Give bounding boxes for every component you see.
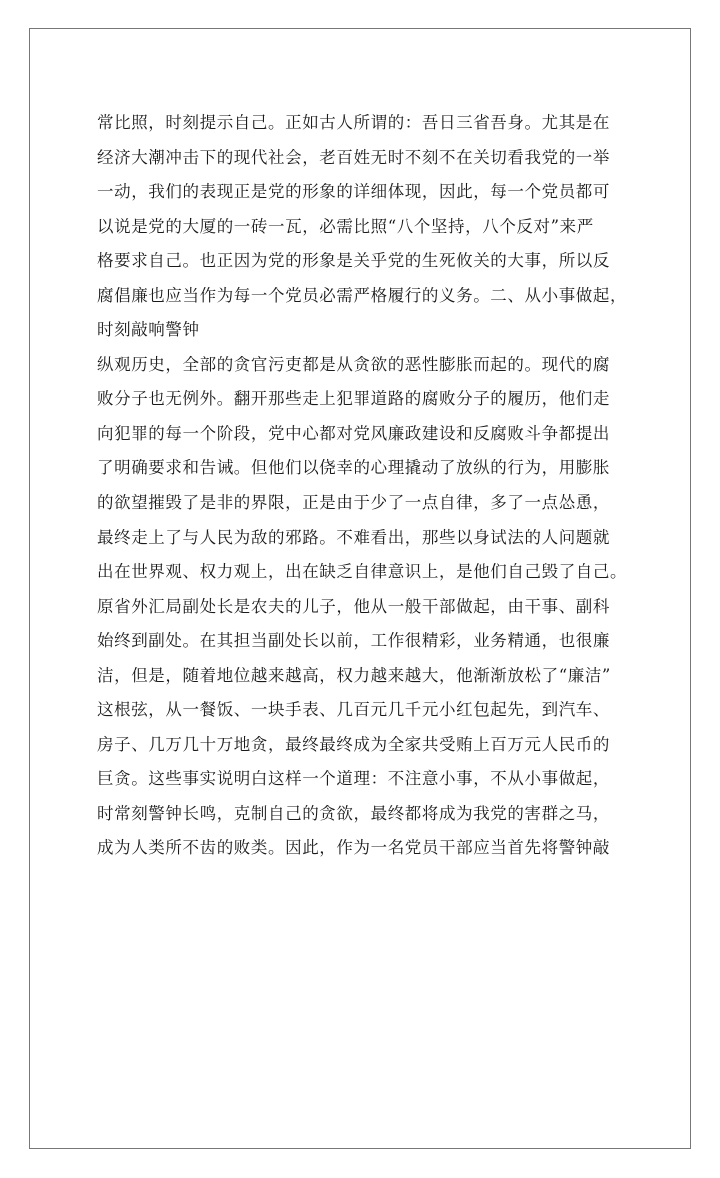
text-line: 一动，我们的表现正是党的形象的详细体现，因此，每一个党员都可 [97, 182, 610, 202]
text-line: 了明确要求和告诫。但他们以侥幸的心理撬动了放纵的行为，用膨胀 [97, 458, 610, 478]
body-text [97, 106, 637, 866]
text-line: 腐倡廉也应当作为每一个党员必需严格履行的义务。二、从小事做起， [97, 285, 628, 305]
text-line: 巨贪。这些事实说明白这样一个道理：不注意小事，不从小事做起， [97, 769, 610, 789]
text-line: 纵观历史，全部的贪官污吏都是从贪欲的恶性膨胀而起的。现代的腐 [97, 354, 610, 374]
text-line: 常比照，时刻提示自己。正如古人所谓的：吾日三省吾身。尤其是在 [97, 113, 610, 132]
text-line: 败分子也无例外。翻开那些走上犯罪道路的腐败分子的履历，他们走 [97, 389, 610, 409]
section-heading: 时刻敲响警钟 [97, 320, 200, 340]
text-line: 时常刻警钟长鸣，克制自己的贪欲，最终都将成为我党的害群之马， [97, 803, 610, 823]
text-line: 房子、几万几十万地贪，最终最终成为全家共受贿上百万元人民币的 [97, 734, 610, 754]
text-line: 这根弦，从一餐饭、一块手表、几百元几千元小红包起先，到汽车、 [97, 700, 610, 720]
text-line: 始终到副处。在其担当副处长以前，工作很精彩，业务精通，也很廉 [97, 631, 610, 651]
text-line: 原省外汇局副处长是农夫的儿子，他从一般干部做起，由干事、副科 [97, 596, 610, 616]
text-line: 的欲望摧毁了是非的界限，正是由于少了一点自律，多了一点怂恿， [97, 493, 610, 513]
text-line: 格要求自己。也正因为党的形象是关乎党的生死攸关的大事，所以反 [97, 251, 610, 271]
text-line: 最终走上了与人民为敌的邪路。不难看出，那些以身试法的人问题就 [97, 527, 610, 547]
text-line: 向犯罪的每一个阶段，党中心都对党风廉政建设和反腐败斗争都提出 [97, 423, 610, 443]
text-line: 洁，但是，随着地位越来越高，权力越来越大，他渐渐放松了“廉洁” [97, 665, 611, 685]
text-line: 出在世界观、权力观上，出在缺乏自律意识上，是他们自己毁了自己。 [97, 562, 628, 582]
text-line: 经济大潮冲击下的现代社会，老百姓无时不刻不在关切看我党的一举 [97, 147, 610, 167]
text-line: 成为人类所不齿的败类。因此，作为一名党员干部应当首先将警钟敲 [97, 838, 610, 858]
text-line: 以说是党的大厦的一砖一瓦，必需比照“八个坚持，八个反对”来严 [97, 216, 594, 236]
